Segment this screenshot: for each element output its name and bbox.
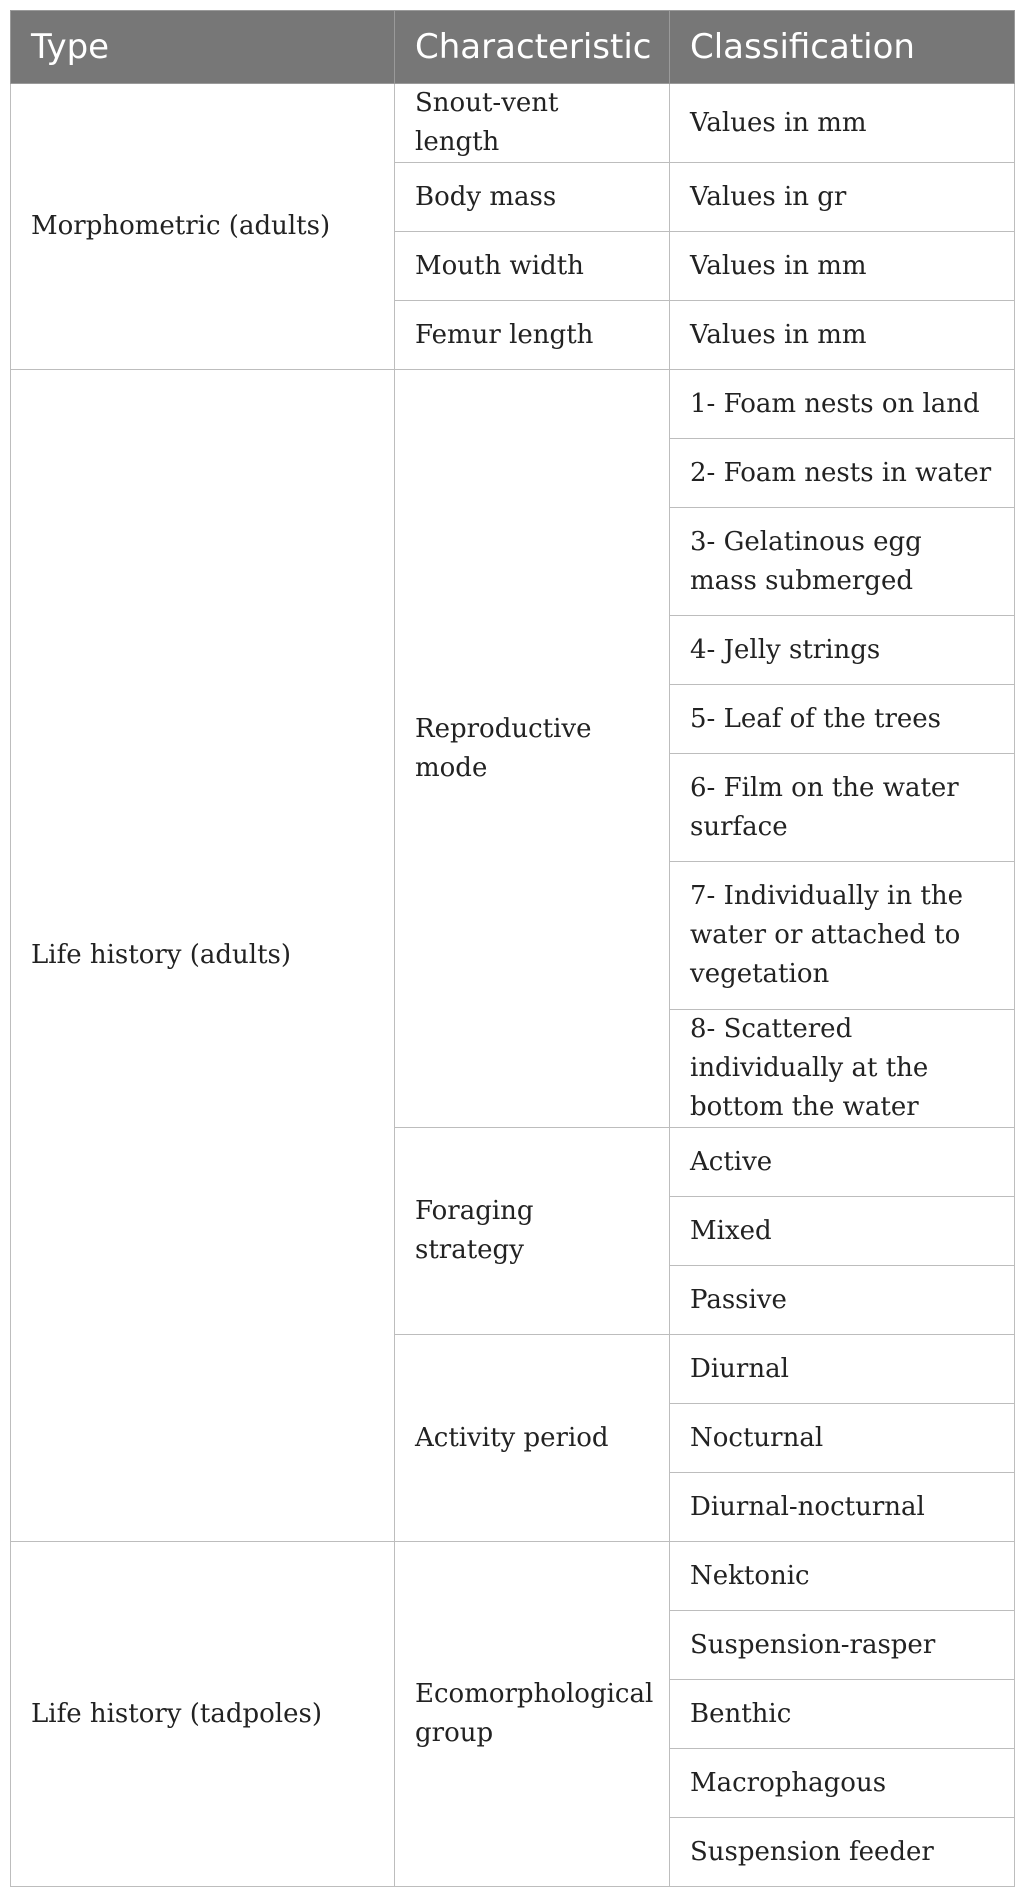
table-row [11, 1542, 1015, 1611]
characteristic-cell: Reproductive mode [395, 370, 670, 1128]
classification-cell: 7- Individually in the water or attached to vegetation [670, 862, 1015, 1010]
classification-cell: Benthic [670, 1680, 1015, 1749]
classification-cell: 5- Leaf of the trees [670, 685, 1015, 754]
table-container [10, 10, 1015, 1887]
classification-cell: Suspension feeder [670, 1818, 1015, 1887]
classification-cell: Values in gr [670, 163, 1015, 232]
classification-cell: Values in mm [670, 232, 1015, 301]
header-type: Type [11, 11, 395, 84]
classification-cell: Passive [670, 1266, 1015, 1335]
traits-table [10, 10, 1015, 1887]
type-cell: Life history (tadpoles) [11, 1542, 395, 1887]
classification-cell: Values in mm [670, 301, 1015, 370]
classification-cell: Macrophagous [670, 1749, 1015, 1818]
classification-cell: 2- Foam nests in water [670, 439, 1015, 508]
table-row [11, 370, 1015, 439]
header-classification: Classification [670, 11, 1015, 84]
classification-cell: 3- Gelatinous egg mass submerged [670, 508, 1015, 616]
classification-cell: Nocturnal [670, 1404, 1015, 1473]
type-cell: Morphometric (adults) [11, 84, 395, 370]
classification-cell: 4- Jelly strings [670, 616, 1015, 685]
classification-cell: 6- Film on the water surface [670, 754, 1015, 862]
classification-cell: 1- Foam nests on land [670, 370, 1015, 439]
classification-cell: Values in mm [670, 84, 1015, 163]
classification-cell: Diurnal [670, 1335, 1015, 1404]
characteristic-cell: Foraging strategy [395, 1128, 670, 1335]
header-characteristic: Characteristic [395, 11, 670, 84]
classification-cell: Nektonic [670, 1542, 1015, 1611]
header-row [11, 11, 1015, 84]
characteristic-cell: Mouth width [395, 232, 670, 301]
table-row [11, 84, 1015, 163]
classification-cell: Diurnal-nocturnal [670, 1473, 1015, 1542]
characteristic-cell: Ecomorphological group [395, 1542, 670, 1887]
characteristic-cell: Body mass [395, 163, 670, 232]
characteristic-cell: Activity period [395, 1335, 670, 1542]
type-cell: Life history (adults) [11, 370, 395, 1542]
classification-cell: Active [670, 1128, 1015, 1197]
classification-cell: Mixed [670, 1197, 1015, 1266]
classification-cell: Suspension-rasper [670, 1611, 1015, 1680]
characteristic-cell: Femur length [395, 301, 670, 370]
characteristic-cell: Snout-vent length [395, 84, 670, 163]
classification-cell: 8- Scattered individually at the bottom the water [670, 1010, 1015, 1128]
